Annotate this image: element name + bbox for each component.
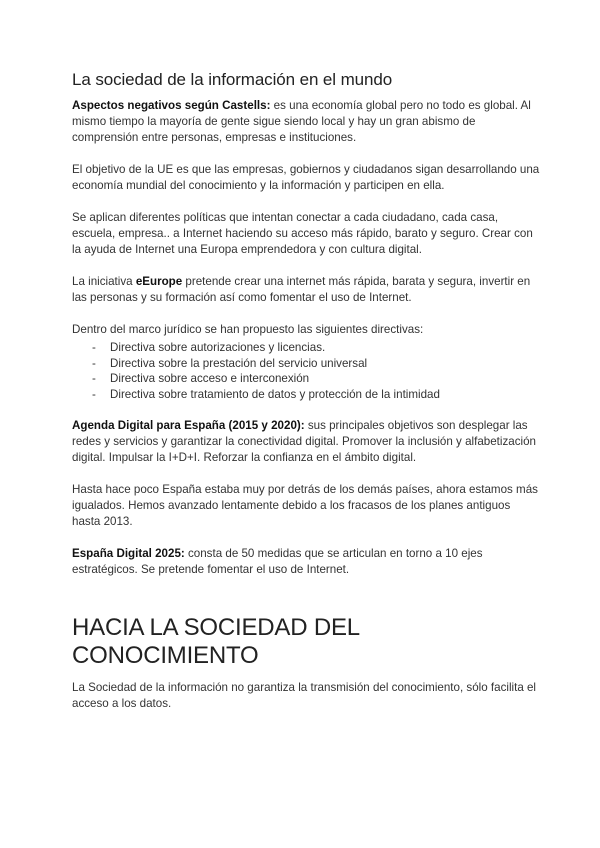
spain-progress-paragraph: Hasta hace poco España estaba muy por detrás de los demás países, ahora estamos más igualados. Hemos avanzado lentamente debido a los fracasos de los planes antiguos hasta 2013. (72, 483, 538, 528)
eeurope-pre: La iniciativa (72, 275, 136, 288)
espana-digital-paragraph (72, 546, 540, 578)
castells-paragraph (72, 98, 540, 146)
espana-digital-text: consta de 50 medidas que se articulan en torno a 10 ejes estratégicos. Se pretende fomentar el uso de Internet. (72, 547, 483, 576)
agenda-digital-text: sus principales objetivos son desplegar las redes y servicios y garantizar la conectividad digital. Promover la inclusión y alfabetización digital. Impulsar la I+D+I. Reforzar la confianza en el ámbito digital. (72, 419, 536, 464)
spacer (72, 594, 540, 614)
list-item-text: Directiva sobre autorizaciones y licencias. (110, 341, 326, 354)
list-item (92, 356, 540, 372)
section-heading: La sociedad de la información en el mundo (72, 70, 393, 89)
main-heading: HACIA LA SOCIEDAD DEL CONOCIMIENTO (72, 614, 360, 669)
eeurope-paragraph (72, 274, 540, 306)
list-item-text: Directiva sobre acceso e interconexión (110, 372, 310, 385)
eeurope-label: eEurope (135, 275, 183, 288)
list-item-text: Directiva sobre tratamiento de datos y protección de la intimidad (110, 387, 440, 401)
list-item (92, 340, 540, 356)
list-dash: - (92, 356, 96, 370)
knowledge-paragraph: La Sociedad de la información no garantiza la transmisión del conocimiento, sólo facilita el acceso a los datos. (72, 681, 537, 710)
agenda-digital-paragraph (72, 418, 540, 466)
directives-list (72, 340, 540, 402)
list-dash: - (92, 372, 96, 385)
list-item-text: Directiva sobre la prestación del servicio universal (110, 356, 368, 370)
list-dash: - (92, 387, 96, 401)
legal-framework-paragraph: Dentro del marco jurídico se han propuesto las siguientes directivas: (72, 323, 424, 336)
castells-label: Aspectos negativos según Castells: (72, 99, 271, 112)
list-dash: - (92, 341, 96, 354)
castells-text: es una economía global pero no todo es global. Al mismo tiempo la mayoría de gente sigue siendo local y hay un gran abismo de comprensión entre personas, empresas e instituciones. (72, 99, 531, 144)
eeurope-text: pretende crear una internet más rápida, barata y segura, invertir en las personas y su formación así como fomentar el uso de Internet. (72, 275, 531, 304)
policies-paragraph: Se aplican diferentes políticas que intentan conectar a cada ciudadano, cada casa, escuela, empresa.. a Internet haciendo su acceso más rápido, barato y seguro. Crear con la ayuda de Internet una Europa emprendedora y con cultura digital. (72, 211, 533, 256)
agenda-digital-label: Agenda Digital para España (2015 y 2020): (72, 419, 305, 432)
espana-digital-label: España Digital 2025: (72, 547, 185, 560)
list-item (92, 371, 540, 387)
list-item (92, 387, 540, 403)
ue-objective-paragraph: El objetivo de la UE es que las empresas, gobiernos y ciudadanos sigan desarrollando una economía mundial del conocimiento y la información y participen en ella. (72, 163, 540, 192)
